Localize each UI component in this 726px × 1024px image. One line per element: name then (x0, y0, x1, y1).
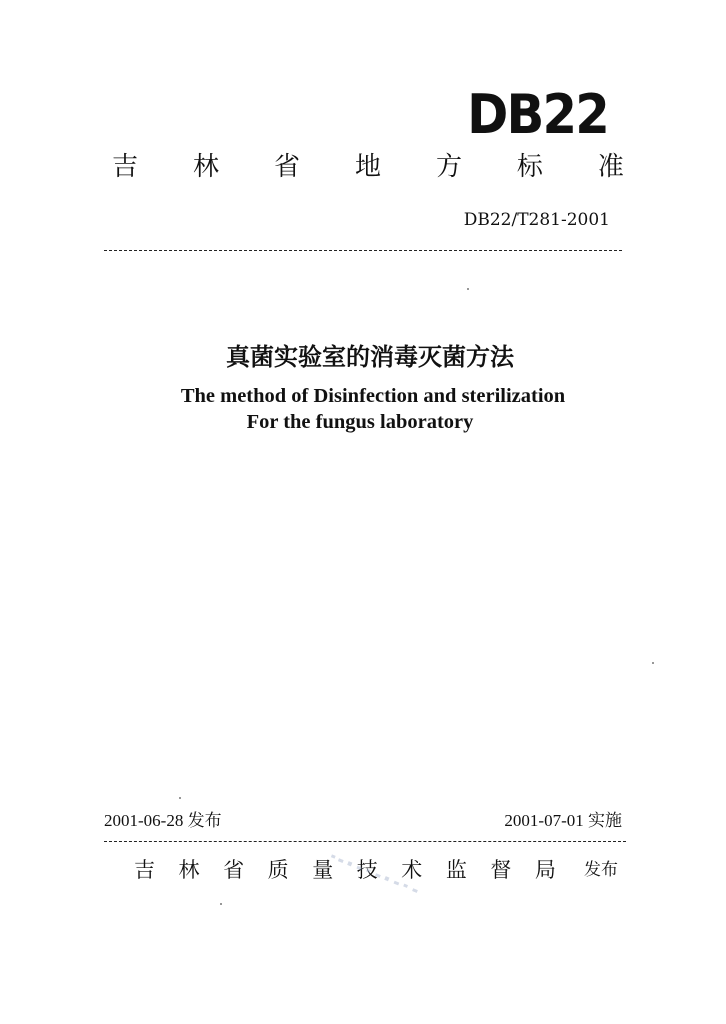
issuer-char: 质 (267, 858, 289, 882)
scan-speck (179, 797, 181, 799)
issue-date: 2001-06-28 发布 (104, 811, 222, 830)
top-divider (104, 250, 622, 251)
bottom-divider (104, 841, 626, 842)
issuer-char: 量 (312, 858, 334, 882)
issuer-char: 督 (490, 858, 512, 882)
document-title-english-line2: For the fungus laboratory (246, 411, 474, 433)
issuer-char: 技 (356, 858, 378, 882)
heading-char: 省 (273, 152, 300, 182)
document-title-chinese: 真菌实验室的消毒灭菌方法 (226, 342, 514, 371)
scan-speck (220, 903, 222, 905)
document-title-english-line1: The method of Disinfection and sterilization (180, 385, 566, 407)
issuer-char: 监 (445, 858, 467, 882)
scan-speck (467, 288, 469, 290)
standard-number: DB22/T281-2001 (463, 210, 610, 230)
heading-char: 林 (192, 152, 219, 182)
issuer-action-label: 发布 (584, 860, 618, 880)
standard-type-heading (112, 154, 624, 180)
issuer-char: 术 (401, 858, 423, 882)
implementation-date: 2001-07-01 实施 (504, 811, 622, 830)
heading-char: 准 (597, 152, 624, 182)
scan-speck (652, 662, 654, 664)
issuer-char: 省 (223, 858, 245, 882)
heading-char: 方 (435, 152, 462, 182)
issuer-char: 吉 (134, 858, 155, 882)
standard-code-logo: DB22 (467, 83, 608, 146)
faint-watermark (323, 842, 436, 911)
heading-char: 吉 (112, 152, 139, 182)
issuer-char: 局 (534, 858, 556, 882)
heading-char: 地 (354, 152, 381, 182)
heading-char: 标 (516, 152, 543, 182)
issuer-char: 林 (178, 858, 200, 882)
